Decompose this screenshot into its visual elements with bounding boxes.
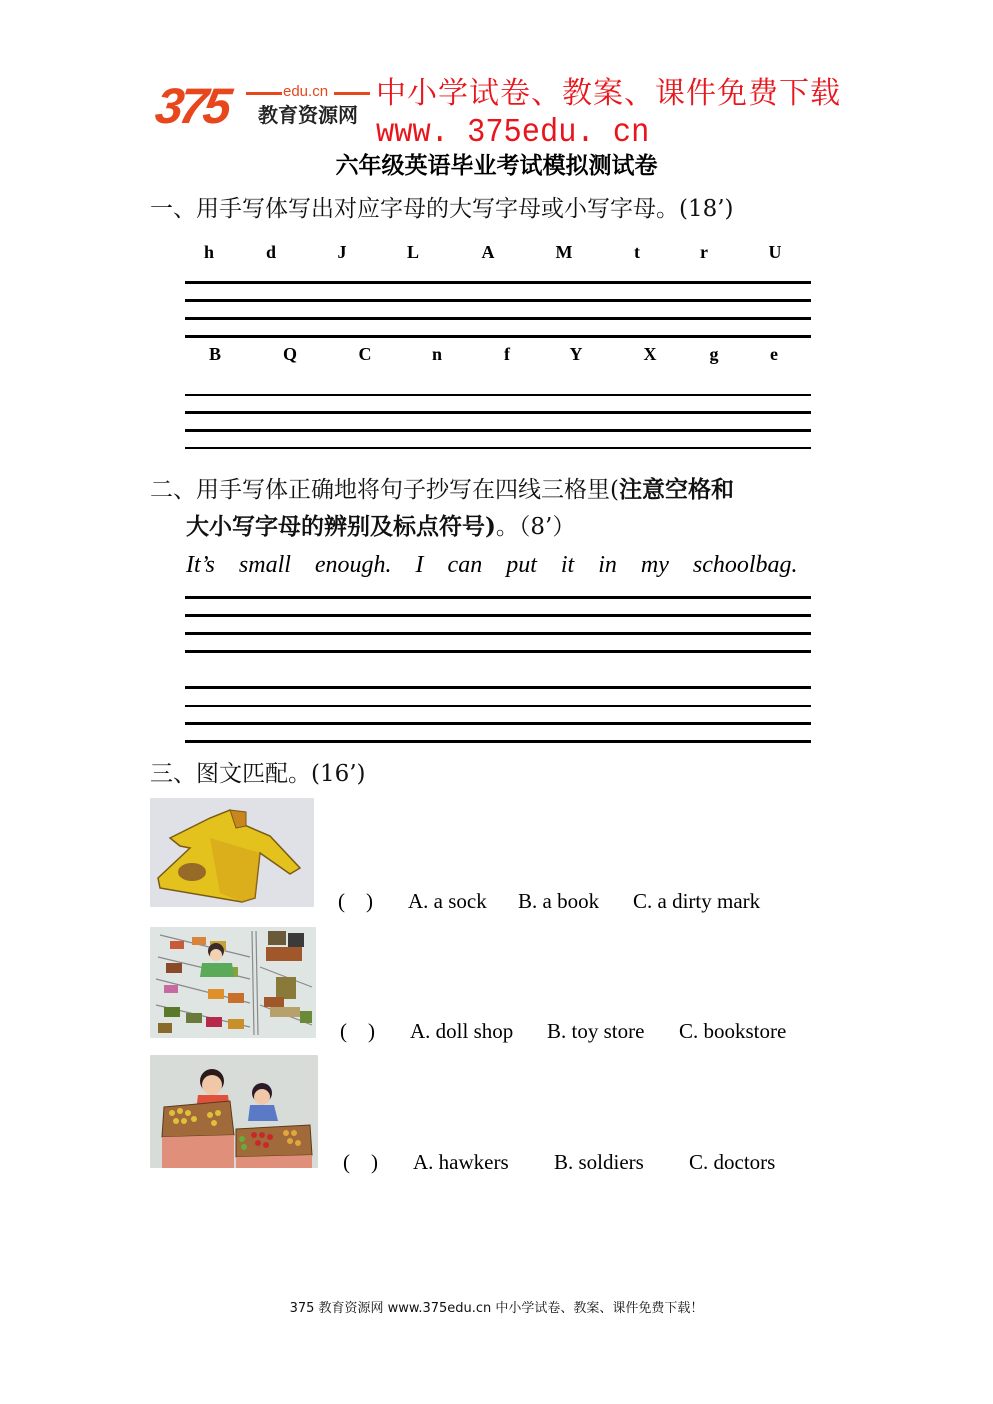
option-c: C. bookstore xyxy=(679,1019,787,1043)
letter: A xyxy=(481,242,495,262)
section2-heading-text: 二、用手写体正确地将句子抄写在四线三格里( xyxy=(150,477,619,503)
header-site-url: www. 375edu. cn xyxy=(376,114,650,151)
logo-number: 375 xyxy=(152,78,232,134)
logo-swoosh-right xyxy=(334,92,370,95)
letter: n xyxy=(431,344,443,364)
picture-hawkers xyxy=(150,1055,318,1168)
grid-line xyxy=(185,722,811,725)
grid-line xyxy=(185,740,811,743)
section2-heading-bold: 注意空格和 xyxy=(618,476,734,503)
option-a: A. doll shop xyxy=(410,1019,514,1043)
logo-domain: edu.cn xyxy=(283,83,329,100)
section2-heading-bold: 大小写字母的辨别及标点符号) xyxy=(186,513,496,540)
letter: r xyxy=(700,242,708,262)
match-item-1 xyxy=(338,888,798,914)
letter: Q xyxy=(282,344,298,364)
option-c: C. doctors xyxy=(689,1150,776,1174)
letter: B xyxy=(208,344,222,364)
option-a: A. hawkers xyxy=(413,1150,509,1174)
letter: d xyxy=(265,242,277,262)
picture-shop xyxy=(150,927,316,1038)
letter: e xyxy=(770,344,778,364)
option-b: B. toy store xyxy=(547,1019,645,1043)
letter: h xyxy=(203,242,215,262)
grid-line xyxy=(185,411,811,414)
letter: t xyxy=(634,242,640,262)
grid-line xyxy=(185,394,811,396)
grid-line xyxy=(185,596,811,599)
match-item-3 xyxy=(343,1149,803,1175)
grid-line xyxy=(185,650,811,653)
answer-blank[interactable]: ( ) xyxy=(340,1019,375,1043)
section2-points: 。（8’） xyxy=(495,514,576,540)
logo-swoosh-left xyxy=(246,92,282,95)
grid-line xyxy=(185,686,811,689)
answer-blank[interactable]: ( ) xyxy=(338,889,373,913)
logo-name: 教育资源网 xyxy=(258,103,358,127)
section2-heading-line2 xyxy=(186,510,575,544)
grid-line xyxy=(185,614,811,617)
grid-line xyxy=(185,299,811,302)
grid-line xyxy=(185,632,811,635)
letter: C xyxy=(358,344,372,364)
option-b: B. soldiers xyxy=(554,1150,644,1174)
answer-blank[interactable]: ( ) xyxy=(343,1150,378,1174)
header-slogan: 中小学试卷、教案、课件免费下载 xyxy=(376,76,841,111)
grid-line xyxy=(185,705,811,707)
letter: f xyxy=(504,344,510,364)
grid-line xyxy=(185,335,811,338)
picture-dress xyxy=(150,798,314,907)
grid-line xyxy=(185,447,811,449)
option-b: B. a book xyxy=(518,889,600,913)
letter: M xyxy=(555,242,573,262)
grid-line xyxy=(185,281,811,284)
copy-sentence: It’s small enough. I can put it in my schoolbag. xyxy=(186,552,798,578)
letter: Y xyxy=(569,344,583,364)
option-a: A. a sock xyxy=(408,889,487,913)
grid-line xyxy=(185,317,811,320)
letter: L xyxy=(406,242,420,262)
letter: g xyxy=(709,344,719,364)
section3-heading: 三、图文匹配。(16’) xyxy=(150,761,366,787)
document-title: 六年级英语毕业考试模拟测试卷 xyxy=(335,152,658,179)
letter: J xyxy=(337,242,347,262)
letter: U xyxy=(768,242,782,262)
letter: X xyxy=(643,344,657,364)
page-footer: 375 教育资源网 www.375edu.cn 中小学试卷、教案、课件免费下载！ xyxy=(289,1301,704,1316)
section2-heading xyxy=(150,473,830,507)
option-c: C. a dirty mark xyxy=(633,889,761,913)
match-item-2 xyxy=(340,1018,810,1044)
section1-heading: 一、用手写体写出对应字母的大写字母或小写字母。(18’) xyxy=(150,196,734,222)
grid-line xyxy=(185,429,811,432)
